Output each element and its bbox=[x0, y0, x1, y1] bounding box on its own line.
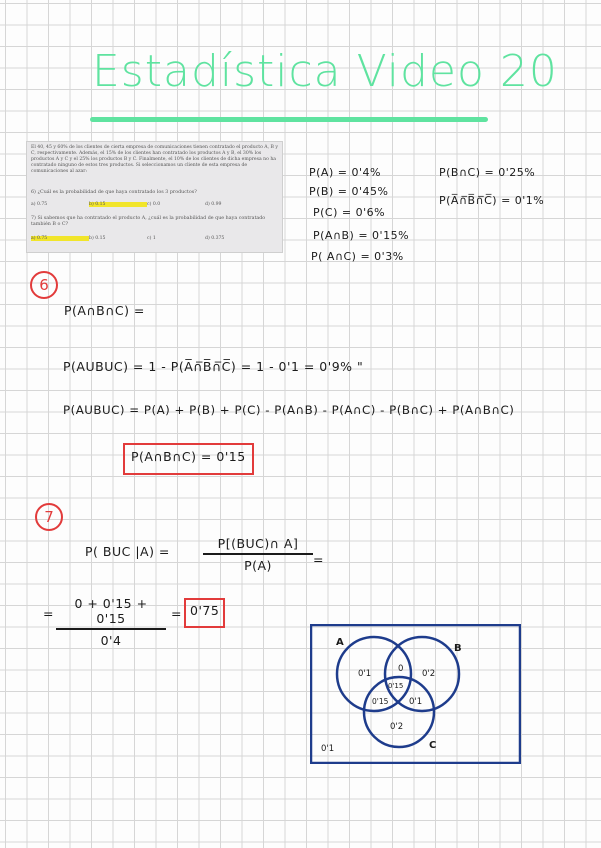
section-6-line2: P(AUBUC) = 1 - P(A̅∩̅B̅∩̅C̅) = 1 - 0'1 = 0'9% " bbox=[63, 359, 364, 374]
given-pa: P(A) = 0'4% bbox=[309, 166, 381, 179]
section-6-number: 6 bbox=[30, 271, 58, 299]
section-7-number: 7 bbox=[35, 503, 63, 531]
question-6-options bbox=[31, 202, 278, 207]
venn-label-a: A bbox=[336, 637, 344, 648]
section-7-fraction-2 bbox=[56, 596, 166, 648]
venn-outside: 0'1 bbox=[321, 744, 335, 754]
section-7-equals-2: = bbox=[171, 606, 182, 621]
venn-label-b: B bbox=[454, 643, 462, 654]
fraction-denominator: P(A) bbox=[244, 557, 272, 573]
fraction-denominator: 0'4 bbox=[100, 632, 122, 648]
section-7-prefix: = bbox=[43, 606, 54, 621]
venn-diagram bbox=[310, 624, 521, 764]
option: d) 0.99 bbox=[205, 202, 222, 207]
venn-bc-only: 0'1 bbox=[409, 697, 423, 707]
fraction-numerator: 0 + 0'15 + 0'15 bbox=[74, 596, 148, 626]
option: d) 0.375 bbox=[205, 236, 225, 241]
section-6-line1: P(A∩B∩C) = bbox=[64, 303, 145, 318]
venn-ac-only: 0'15 bbox=[372, 697, 389, 706]
venn-c-only: 0'2 bbox=[390, 722, 404, 732]
section-6-line3: P(AUBUC) = P(A) + P(B) + P(C) - P(A∩B) - P(A∩C) - P(B∩C) + P(A∩B∩C) bbox=[63, 403, 515, 417]
section-7-lhs: P( BUC |A) = bbox=[85, 544, 170, 559]
page-title: Estadística Video 20 bbox=[92, 46, 558, 97]
venn-ab-only: 0 bbox=[398, 664, 404, 674]
problem-intro: El 40, 45 y 60% de los clientes de cierta empresa de comunicaciones tienen contratado el producto A, B y C, respectivamente. Además, el 15% de los clientes han contratado los productos A y B, el 30% los productos A y C y el 25% los productos B y C. Finalmente, el 10% de los clientes de dicha empresa no ha contratado ninguno de estos tres productos. Si seleccionamos un cliente de esta empresa de comunicaciones al azar: bbox=[31, 145, 278, 174]
given-pb: P(B) = 0'45% bbox=[309, 185, 389, 198]
question-7-options bbox=[31, 236, 278, 241]
question-7: 7) Si sabemos que ha contratado el producto A, ¿cuál es la probabilidad de que haya contratado también B o C? bbox=[31, 216, 266, 227]
title-underline bbox=[90, 117, 488, 122]
venn-b-only: 0'2 bbox=[422, 669, 436, 679]
given-none: P(A̅∩̅B̅∩̅C̅) = 0'1% bbox=[439, 194, 545, 207]
given-pc: P(C) = 0'6% bbox=[313, 206, 386, 219]
given-pbc: P(B∩C) = 0'25% bbox=[439, 166, 536, 179]
section-7-equals: = bbox=[313, 552, 324, 567]
option: a) 0.75 bbox=[31, 202, 48, 207]
question-6: 6) ¿Cuál es la probabilidad de que haya contratado los 3 productos? bbox=[31, 190, 197, 195]
given-pac: P( A∩C) = 0'3% bbox=[311, 250, 404, 263]
problem-statement-photo bbox=[26, 141, 283, 253]
section-7-answer-box: 0'75 bbox=[184, 598, 225, 628]
venn-a-only: 0'1 bbox=[358, 669, 372, 679]
given-pab: P(A∩B) = 0'15% bbox=[313, 229, 410, 242]
option: b) 0.15 bbox=[89, 236, 106, 241]
option-highlighted: b) 0.15 bbox=[89, 202, 147, 207]
section-6-answer-box: P(A∩B∩C) = 0'15 bbox=[123, 443, 254, 475]
fraction-numerator: P[(BUC)∩ A] bbox=[217, 536, 299, 551]
option-highlighted: a) 0.75 bbox=[31, 236, 89, 241]
option: c) 0.0 bbox=[147, 202, 161, 207]
section-7-fraction bbox=[203, 536, 313, 573]
venn-label-c: C bbox=[429, 740, 437, 751]
venn-abc: 0'15 bbox=[388, 682, 404, 690]
option: c) 1 bbox=[147, 236, 156, 241]
